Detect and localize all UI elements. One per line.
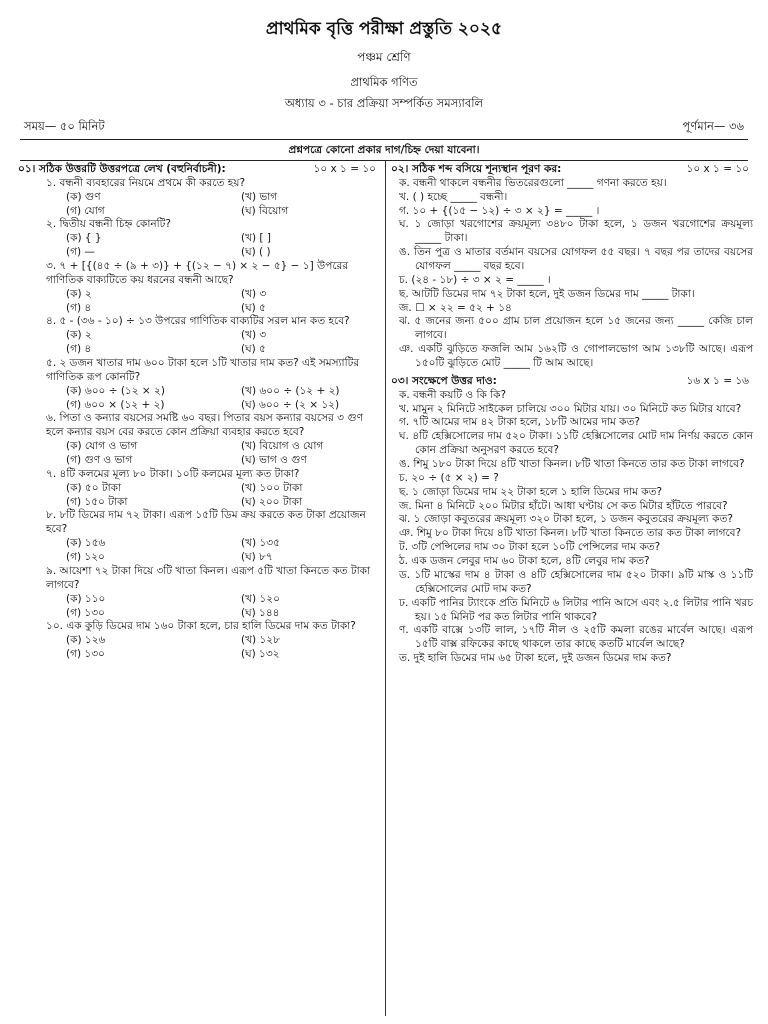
section-mcq-heading: [18, 163, 380, 177]
answer-options: [66, 329, 380, 357]
short-question-item: চ. ২০ ÷ (৫ × ২) = ?: [399, 471, 499, 484]
fill-blank-item: ঝ. ৫ জনের জন্য ৫০০ গ্রাম চাল প্রয়োজন হলে ১৫ জনের জন্য _____ কেজি চাল লাগবে।: [399, 315, 753, 342]
mcq-question: [18, 509, 380, 564]
notice: প্রশ্নপত্রে কোনো প্রকার দাগ/চিহ্ন দেয়া যাবেনা।: [288, 144, 480, 156]
answer-option: (ক) { }: [66, 232, 102, 245]
fill-blank-item: গ. ১০ + {(১৫ − ১২) ÷ ৩ × ২} = _____ ।: [399, 204, 600, 217]
answer-option: (গ) ১২০: [66, 551, 105, 564]
answer-options: [66, 440, 380, 468]
answer-options: [66, 593, 380, 621]
question-text: ৪. ৫ - (৩৬ - ১০) ÷ ১৩ উপরের গাণিতিক বাক্যটির সরল মান কত হবে?: [46, 315, 350, 328]
fill-blank-item: ঙ. তিন পুত্র ও মাতার বর্তমান বয়সের যোগফল ৫৫ বছর। ৭ বছর পর তাদের বয়সের যোগফল _____ বছর হবে।: [399, 246, 753, 273]
short-question-item: ঘ. ৪টি হেক্সিসোলের দাম ৫২০ টাকা। ১১টি হেক্সিসোলের মোট দাম নির্ণয় করতে কোন কোন প্রক্রিয়া অনুসরণ করতে হবে?: [399, 430, 753, 457]
class-label: পঞ্চম শ্রেণি: [357, 50, 411, 64]
mcq-question: [18, 412, 380, 467]
short-answer-list: [391, 389, 753, 666]
answer-option: (খ) ১২৮: [241, 634, 280, 647]
short-question-item: জ. মিনা ৪ মিনিটে ২০০ মিটার হাঁটে। আধা ঘণ্টায় সে কত মিটার হাঁটতে পারবে?: [399, 499, 728, 512]
mcq-question: [18, 565, 380, 620]
top-rule: [20, 139, 748, 140]
short-question-item: ট. ৩টি পেন্সিলের দাম ৩০ টাকা হলে ১০টি পেন্সিলের দাম কত?: [399, 541, 661, 554]
answer-option: (ঘ) ১৩২: [241, 648, 280, 661]
section-marks: ১৬ x ১ = ১৬: [686, 374, 749, 387]
answer-option: (ক) গুণ: [66, 190, 101, 203]
answer-option: (ক) ১২৬: [66, 634, 106, 647]
time-label: সময়— ৫০ মিনিট: [24, 119, 105, 133]
left-column: [18, 163, 380, 662]
mcq-question: [18, 620, 380, 662]
fill-blank-item: চ. (২৪ - ১৮) ÷ ৩ × ২ = _____ ।: [399, 273, 551, 286]
question-text: ৭. ৪টি কলমের মূল্য ৮০ টাকা। ১০টি কলমের মূল্য কত টাকা?: [46, 467, 300, 480]
short-question-item: ঢ. একটি পানির ট্যাংকে প্রতি মিনিটে ৬ লিটার পানি আসে এবং ২.৫ লিটার পানি খরচ হয়। ১৫ মিনিট পর কত লিটার পানি থাকবে?: [399, 596, 753, 623]
answer-option: (ক) ২: [66, 287, 92, 300]
answer-option: (ঘ) ২০০ টাকা: [241, 495, 302, 508]
answer-option: (খ) ৩: [241, 329, 267, 342]
answer-options: [66, 191, 380, 219]
answer-option: (গ) যোগ: [66, 204, 105, 217]
answer-option: (গ) ৪: [66, 343, 92, 356]
answer-option: (খ) ৩: [241, 287, 267, 300]
fill-blank-item: ক. বন্ধনী থাকলে বন্ধনীর ভিতরেরগুলো _____ গণনা করতে হয়।: [399, 176, 667, 189]
full-marks-label: পূর্ণমান— ৩৬: [682, 119, 744, 133]
answer-option: (ক) ১১০: [66, 592, 106, 605]
answer-option: (ক) যোগ ও ভাগ: [66, 440, 138, 453]
fill-blank-item: খ. ( ) হচ্ছে _____ বন্ধনী।: [399, 190, 508, 203]
answer-option: (ঘ) ( ): [241, 246, 271, 259]
section-title: ০২। সঠিক শব্দ বসিয়ে শূন্যস্থান পূরণ কর:: [391, 163, 562, 175]
fill-blank-item: ঞ. একটি ঝুড়িতে ফজলি আম ১৬২টি ও গোপালভোগ আম ১৩৮টি আছে। এরূপ ১৫০টি ঝুড়িতে মোট _____ টি আম আছে।: [399, 343, 753, 370]
short-question-item: ঝ. ১ জোড়া কবুতরের ক্রয়মূল্য ৩২০ টাকা হলে, ১ ডজন কবুতরের ক্রয়মূল্য কত?: [399, 513, 733, 526]
question-text: ১. বন্ধনী ব্যবহারের নিয়মে প্রথমে কী করতে হয়?: [46, 176, 246, 189]
mcq-question: [18, 260, 380, 315]
answer-option: (ঘ) ৬০০ ÷ (২ × ১২): [241, 398, 340, 411]
question-text: ৩. ৭ + [{(৪৫ ÷ (৯ + ৩)} + {(১২ − ৭) × ২ − ৫} − ১] উপরের গাণিতিক বাক্যটিতে কয় ধরনের বন্ধনী আছে?: [46, 260, 349, 286]
mcq-question: [18, 177, 380, 219]
answer-option: (খ) ১৩৫: [241, 537, 280, 550]
mcq-question: [18, 468, 380, 510]
section-marks: ১০ x ১ = ১০: [686, 163, 749, 175]
question-text: ১০. এক কুড়ি ডিমের দাম ১৬০ টাকা হলে, চার হালি ডিমের দাম কত টাকা?: [46, 620, 356, 633]
answer-option: (গ) ১৩০: [66, 648, 105, 661]
short-question-item: গ. ৭টি আমের দাম ৪২ টাকা হলে, ১৮টি আমের দাম কত?: [399, 416, 640, 429]
answer-option: (ঘ) ১৪৪: [241, 606, 280, 619]
answer-option: (খ) ভাগ: [241, 190, 278, 203]
question-text: ২. দ্বিতীয় বন্ধনী চিহ্ন কোনটি?: [46, 218, 171, 231]
short-question-item: ত. দুই হালি ডিমের দাম ৬৫ টাকা হলে, দুই ডজন ডিমের দাম কত?: [399, 652, 672, 665]
short-question-item: ঙ. শিমু ১৮০ টাকা দিয়ে ৪টি খাতা কিনল। ৮টি খাতা কিনতে তার কত টাকা লাগবে?: [399, 458, 745, 471]
answer-option: (ক) ৫০ টাকা: [66, 481, 122, 494]
mcq-question: [18, 357, 380, 412]
fill-blank-item: ঘ. ১ জোড়া খরগোশের ক্রয়মূল্য ৩৪৮০ টাকা হলে, ১ ডজন খরগোশের ক্রয়মূল্য _____ টাকা।: [399, 218, 753, 245]
answer-option: (গ) —: [66, 246, 95, 259]
short-question-item: ড. ১টি মাস্কের দাম ৪ টাকা ও ৪টি হেক্সিসোলের দাম ৫২০ টাকা। ৯টি মাস্ক ও ১১টি হেক্সিসোলের মোট দাম কত?: [399, 568, 753, 595]
answer-option: (খ) ১০০ টাকা: [241, 481, 303, 494]
question-text: ৮. ৮টি ডিমের দাম ৭২ টাকা। এরূপ ১৫টি ডিম ক্রয় করতে কত টাকা প্রয়োজন হবে?: [46, 509, 366, 536]
fill-blank-item: জ. ☐ × ২২ = ৫২ + ১৪: [399, 301, 512, 314]
short-question-item: ঠ. এক ডজন লেবুর দাম ৬০ টাকা হলে, ৪টি লেবুর দাম কত?: [399, 555, 650, 568]
chapter-label: অধ্যায় ৩ - চার প্রক্রিয়া সম্পর্কিত সমস্যাবলি: [284, 96, 484, 110]
short-question-item: ছ. ১ জোড়া ডিমের দাম ২২ টাকা হলে ১ হালি ডিমের দাম কত?: [399, 485, 663, 498]
answer-option: (গ) ৪: [66, 301, 92, 314]
answer-option: (গ) ৬০০ × (১২ + ২): [66, 398, 165, 411]
fill-blanks-list: [391, 177, 753, 371]
subject-label: প্রাথমিক গণিত: [350, 75, 418, 89]
answer-options: [66, 385, 380, 413]
fill-blank-item: ছ. আটটি ডিমের দাম ৭২ টাকা হলে, দুই ডজন ডিমের দাম _____ টাকা।: [399, 287, 695, 300]
exam-title: প্রাথমিক বৃত্তি পরীক্ষা প্রস্তুতি ২০২৫: [265, 19, 503, 39]
section-title: ০১। সঠিক উত্তরটি উত্তরপত্রে লেখ (বহুনির্বাচনী):: [18, 163, 226, 175]
question-text: ৯. আয়েশা ৭২ টাকা দিয়ে ৩টি খাতা কিনল। এরূপ ৫টি খাতা কিনতে কত টাকা লাগবে?: [46, 564, 371, 591]
answer-option: (ঘ) ৮৭: [241, 551, 273, 564]
answer-option: (ঘ) বিয়োগ: [241, 204, 289, 217]
question-text: ৬. পিতা ও কন্যার বয়সের সমষ্টি ৬০ বছর। পিতার বয়স কন্যার বয়সের ৩ গুণ হলে কন্যার বয়স বের করতে কোন প্রক্রিয়া ব্যবহার করতে হবে?: [46, 412, 363, 439]
answer-option: (খ) ১২০: [241, 592, 280, 605]
section-fill-blanks-heading: [391, 163, 753, 177]
answer-option: (গ) ১৩০: [66, 606, 105, 619]
mcq-question: [18, 218, 380, 260]
short-question-item: খ. মামুন ২ মিনিটে সাইকেল চালিয়ে ৩০০ মিটার যায়। ৩০ মিনিটে কত মিটার যাবে?: [399, 402, 742, 415]
short-question-item: ঞ. শিমু ৮০ টাকা দিয়ে ৪টি খাতা কিনল। ৮টি খাতা কিনতে তার কত টাকা লাগবে?: [399, 527, 742, 540]
answer-option: (ঘ) ভাগ ও গুণ: [241, 454, 307, 467]
answer-option: (গ) ১৫০ টাকা: [66, 495, 128, 508]
answer-options: [66, 288, 380, 316]
section-short-answer-heading: [391, 375, 753, 389]
answer-option: (খ) বিয়োগ ও যোগ: [241, 440, 324, 453]
answer-option: (ক) ৬০০ ÷ (১২ × ২): [66, 384, 165, 397]
answer-option: (ক) ১৫৬: [66, 537, 106, 550]
right-column: [391, 163, 753, 666]
answer-option: (ক) ২: [66, 329, 92, 342]
question-text: ৫. ২ ডজন খাতার দাম ৬০০ টাকা হলে ১টি খাতার দাম কত? এই সমস্যাটির গাণিতিক রূপ কোনটি?: [46, 357, 360, 383]
short-question-item: ণ. একটি বাক্সে ১৩টি লাল, ১৭টি নীল ও ২৫টি কমলা রঙের মার্বেল আছে। এরূপ ১৫টি বাক্স রফিকের কাছে থাকলে তার কাছে কতটি মার্বেল আছে?: [399, 624, 753, 651]
mcq-list: [18, 177, 380, 662]
notice-rule: [20, 160, 748, 161]
short-question-item: ক. বন্ধনী কয়টি ও কি কি?: [399, 388, 507, 401]
answer-options: [66, 482, 380, 510]
answer-option: (খ) [ ]: [241, 232, 271, 245]
section-title: ০৩। সংক্ষেপে উত্তর দাও:: [391, 374, 497, 387]
section-marks: ১০ x ১ = ১০: [313, 163, 376, 175]
answer-option: (গ) গুণ ও ভাগ: [66, 454, 133, 467]
answer-option: (ঘ) ৫: [241, 301, 266, 314]
answer-options: [66, 537, 380, 565]
answer-options: [66, 232, 380, 260]
answer-options: [66, 634, 380, 662]
answer-option: (খ) ৬০০ ÷ (১২ + ২): [241, 384, 340, 397]
answer-option: (ঘ) ৫: [241, 343, 266, 356]
mcq-question: [18, 315, 380, 357]
